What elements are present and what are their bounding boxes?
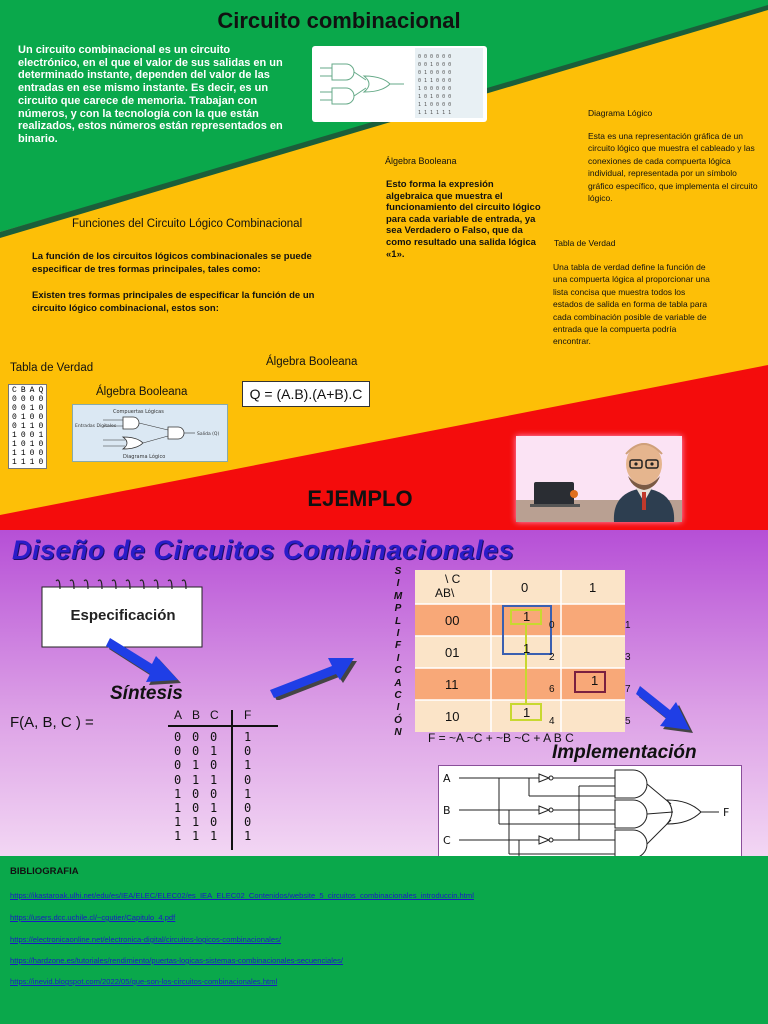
- truth-table-cell: 0: [244, 801, 252, 815]
- truth-table-header-cell: A: [174, 708, 183, 722]
- table-cell: 0: [20, 431, 26, 440]
- table-cell: 1: [12, 431, 17, 440]
- truth-table-cell: 1: [244, 758, 252, 773]
- specification-label: Especificación: [70, 607, 176, 624]
- boolean-expression: Q = (A.B).(A+B).C: [249, 386, 363, 402]
- svg-text:0 1 0 0 0 0: 0 1 0 0 0 0: [418, 70, 452, 76]
- diagram-output-label: Salida (Q): [197, 432, 220, 437]
- impl-input-a: A: [443, 772, 451, 785]
- simplification-letter: C: [394, 665, 402, 677]
- truth-table-cell: 0: [210, 786, 218, 801]
- svg-text:1 1 1 1 1 1: 1 1 1 1 1 1: [418, 110, 452, 116]
- table-cell: 1: [12, 449, 17, 458]
- kmap-cell-value: 1: [591, 673, 599, 688]
- truth-table-cell: 0: [192, 744, 200, 759]
- truth-table-header-cell: C: [210, 708, 219, 722]
- simplification-letter: I: [396, 578, 400, 590]
- table-cell: 1: [20, 422, 26, 431]
- page-title: Circuito combinacional: [217, 8, 461, 33]
- table-header-cell: A: [29, 386, 35, 395]
- truth-table-cell: 1: [174, 786, 182, 801]
- impl-output-f: F: [723, 806, 730, 819]
- simplification-vertical-label: [392, 566, 404, 740]
- truth-table-cell: 0: [174, 758, 182, 773]
- kmap-cell-value: 1: [523, 705, 531, 720]
- simplification-letter: S: [394, 566, 402, 577]
- boolean-column-heading: Álgebra Booleana: [385, 156, 457, 166]
- table-cell: 1: [12, 440, 17, 449]
- simplification-letter: I: [396, 628, 400, 640]
- kmap-cell-index: 0: [549, 620, 555, 631]
- table-cell: 1: [29, 422, 35, 431]
- table-cell: 0: [12, 395, 17, 404]
- table-cell: 0: [29, 431, 35, 440]
- logic-gates-thumbnail: [312, 46, 487, 122]
- simplification-letter: Ó: [394, 714, 402, 726]
- function-label: F(A, B, C ) =: [10, 714, 94, 731]
- intro-paragraph: Un circuito combinacional es un circuito electrónico, en el que el valor de sus salidas en un determinado instante, dependen del valor de las entradas en ese mismo instante. Es decir, es un circuito que carece de memoria. Trabajan con números, y con la tecnología con la que están realizados, estos números están representados en binario.: [18, 44, 283, 145]
- truth-table-cell: 1: [210, 744, 218, 759]
- truth-table-cell: 1: [244, 730, 252, 744]
- truth-table-cell: 0: [192, 786, 200, 801]
- diagram-caption-bottom: Diagrama Lógico: [123, 454, 166, 460]
- kmap-cell-value: 1: [523, 609, 531, 624]
- implementation-label: Implementación: [552, 742, 697, 763]
- truth-table-cell: 1: [192, 758, 200, 773]
- simplification-letter: N: [394, 727, 402, 739]
- simplification-letter: I: [396, 702, 400, 714]
- table-cell: 0: [38, 440, 44, 449]
- arrow-right-icon: [266, 652, 358, 700]
- design-truth-table: [168, 708, 278, 850]
- table-cell: 0: [29, 449, 35, 458]
- kmap-row-label: 01: [445, 645, 460, 660]
- truth-table-cell: 0: [210, 815, 218, 830]
- simplification-letter: L: [394, 615, 402, 627]
- svg-text:0 0 0 0 0 0: 0 0 0 0 0 0: [418, 54, 452, 60]
- table-row: [10, 458, 45, 467]
- table-header-cell: C: [12, 386, 17, 395]
- table-cell: 1: [20, 458, 26, 467]
- simplification-letter: F: [394, 640, 402, 652]
- truth-table-cell: 1: [174, 801, 182, 815]
- truth-table-cell: 1: [244, 786, 252, 801]
- truth-table-cell: 0: [174, 744, 182, 759]
- simplification-letter: P: [394, 603, 402, 615]
- functions-paragraph-2: Existen tres formas principales de especificar la función de un circuito lógico combinacional, estos son:: [32, 290, 315, 314]
- svg-text:1 0 0 0 0 0: 1 0 0 0 0 0: [418, 86, 452, 92]
- kmap-cell-index: 2: [549, 652, 555, 663]
- table-cell: 1: [12, 458, 17, 467]
- svg-text:0 0 1 0 0 0: 0 0 1 0 0 0: [418, 62, 452, 68]
- simplification-result: F = ~A ~C + ~B ~C + A B C: [428, 731, 574, 745]
- logic-diagram-heading: Diagrama Lógico: [588, 108, 653, 118]
- truth-table-label: Tabla de Verdad: [10, 362, 94, 374]
- table-cell: 0: [20, 395, 26, 404]
- arrow-right-icon: [636, 680, 696, 736]
- bibliography-link[interactable]: https://users.dcc.uchile.cl/~cgutier/Capitulo_4.pdf: [10, 913, 176, 922]
- svg-text:1 1 0 0 0 0: 1 1 0 0 0 0: [418, 102, 452, 108]
- table-cell: 0: [12, 413, 17, 422]
- truth-table-cell: 1: [210, 772, 218, 787]
- boolean-algebra-label-1: Álgebra Booleana: [96, 386, 188, 398]
- simplification-letter: A: [394, 677, 402, 689]
- table-cell: 0: [38, 422, 44, 431]
- table-cell: 1: [29, 404, 35, 413]
- table-cell: 1: [38, 431, 44, 440]
- kmap-cell-index: 6: [549, 684, 555, 695]
- kmap-row-label: 00: [445, 613, 460, 628]
- table-row: [10, 431, 45, 440]
- bibliography-link[interactable]: https://electronicaonline.net/electronica-digital/circuitos-logicos-combinacionales/: [10, 935, 281, 944]
- bibliography-link[interactable]: https://ikastaroak.ulhi.net/edu/es/IEA/ELEC/ELEC02/es_IEA_ELEC02_Contenidos/website_5_circuitos_combinacionales_introduccin.html: [10, 891, 474, 900]
- truth-table-cell: 1: [192, 772, 200, 787]
- table-cell: 1: [29, 440, 35, 449]
- truth-table-cell: 0: [210, 758, 218, 773]
- table-cell: 0: [38, 458, 44, 467]
- table-header-cell: Q: [38, 386, 44, 395]
- bibliography-heading: BIBLIOGRAFIA: [10, 866, 79, 877]
- boolean-column-text: Esto forma la expresión algebraica que muestra el funcionamiento del circuito lógico para cada variable de entrada, ya sea Verdadero o Falso, que da como resultado una salida lógica «1».: [386, 179, 541, 260]
- kmap-cell-index: 7: [625, 684, 631, 695]
- truth-table-header-cell: F: [244, 708, 252, 722]
- implementation-circuit: [438, 765, 742, 861]
- logic-diagram-text: Esta es una representación gráfica de un circuito lógico que muestra el cableado y las conexiones de cada compuerta lógica individual, representada por un símbolo gráfico específico, que implementa el circuito lógico.: [588, 131, 758, 204]
- table-row: [10, 413, 45, 422]
- table-cell: 0: [12, 422, 17, 431]
- table-row: [10, 449, 45, 458]
- table-cell: 0: [20, 404, 26, 413]
- truth-table-heading: Tabla de Verdad: [554, 238, 616, 248]
- karnaugh-map: [415, 570, 631, 732]
- table-cell: 0: [20, 440, 26, 449]
- truth-table-cell: 0: [244, 772, 252, 787]
- kmap-corner-bottom: AB\: [435, 586, 455, 600]
- table-cell: 0: [38, 404, 44, 413]
- truth-table-header-cell: B: [192, 708, 201, 722]
- simplification-letter: C: [394, 690, 402, 702]
- table-cell: 0: [38, 413, 44, 422]
- svg-text:0 1 1 0 0 0: 0 1 1 0 0 0: [418, 78, 452, 84]
- table-cell: 0: [38, 449, 44, 458]
- table-row: [10, 440, 45, 449]
- truth-table-cell: 1: [192, 815, 200, 830]
- truth-table-cell: 1: [174, 815, 182, 830]
- kmap-row-label: 10: [445, 709, 460, 724]
- table-cell: 1: [20, 413, 26, 422]
- table-row: [10, 395, 45, 404]
- truth-table-cell: 1: [210, 801, 218, 815]
- kmap-cell-index: 3: [625, 652, 631, 663]
- truth-table-cell: 0: [174, 730, 182, 744]
- design-title: Diseño de Circuitos Combinacionales: [12, 535, 515, 565]
- impl-input-c: C: [443, 834, 451, 847]
- example-heading: EJEMPLO: [307, 486, 413, 511]
- table-cell: 0: [29, 395, 35, 404]
- simplification-letter: I: [396, 652, 400, 664]
- table-cell: 0: [29, 413, 35, 422]
- boolean-algebra-label-2: Álgebra Booleana: [266, 356, 358, 368]
- truth-table-cell: 0: [192, 801, 200, 815]
- small-truth-table-header: [10, 386, 45, 395]
- truth-table-cell: 0: [210, 730, 218, 744]
- functions-heading: Funciones del Circuito Lógico Combinacional: [72, 218, 303, 230]
- boolean-expression-box: [242, 381, 370, 407]
- diagram-caption-top: Compuertas Lógicas: [113, 409, 164, 415]
- arrow-right-icon: [104, 630, 184, 686]
- synthesis-label: Síntesis: [110, 683, 183, 704]
- bibliography-link[interactable]: https://hardzone.es/tutoriales/rendimiento/puertas-logicas-sistemas-combinacionales-secuenciales/: [10, 956, 344, 965]
- truth-table-cell: 1: [174, 829, 182, 844]
- table-cell: 1: [29, 458, 35, 467]
- truth-table-cell: 1: [244, 829, 252, 844]
- impl-input-b: B: [443, 804, 451, 817]
- kmap-cell-index: 5: [625, 716, 631, 727]
- table-cell: 1: [20, 449, 26, 458]
- truth-table-cell: 0: [244, 815, 252, 830]
- truth-table-cell: 1: [210, 829, 218, 844]
- diagram-inputs-label: Entradas Digitales: [75, 424, 117, 429]
- kmap-column-header: 1: [589, 580, 597, 595]
- bibliography-link[interactable]: https://inevid.blogspot.com/2022/05/que-son-los-circuitos-combinacionales.html: [10, 977, 278, 986]
- simplification-letter: M: [393, 590, 403, 602]
- truth-table-cell: 1: [192, 829, 200, 844]
- kmap-cell-value: 1: [523, 641, 531, 656]
- kmap-row-label: 11: [445, 677, 459, 692]
- svg-text:1 0 1 0 0 0: 1 0 1 0 0 0: [418, 94, 452, 100]
- functions-paragraph-1: La función de los circuitos lógicos combinacionales se puede especificar de tres formas principales, tales como:: [32, 251, 312, 275]
- kmap-cell-index: 1: [625, 620, 631, 631]
- truth-table-cell: 0: [174, 772, 182, 787]
- logic-diagram-box: [72, 404, 228, 462]
- truth-table-cell: 0: [244, 744, 252, 759]
- kmap-cell-index: 4: [549, 716, 555, 727]
- table-row: [10, 404, 45, 413]
- kmap-corner-top: \ C: [445, 572, 461, 586]
- table-cell: 0: [12, 404, 17, 413]
- small-truth-table: [8, 384, 47, 469]
- truth-table-text: Una tabla de verdad define la función de una compuerta lógica al proporcionar una lista concisa que muestra todos los estados de salida en forma de tabla para cada combinación posible de variable de entrada que la compuerta podría encontrar.: [553, 262, 710, 347]
- table-header-cell: B: [20, 386, 26, 395]
- table-cell: 0: [38, 395, 44, 404]
- kmap-column-header: 0: [521, 580, 529, 595]
- table-row: [10, 422, 45, 431]
- truth-table-cell: 0: [192, 730, 200, 744]
